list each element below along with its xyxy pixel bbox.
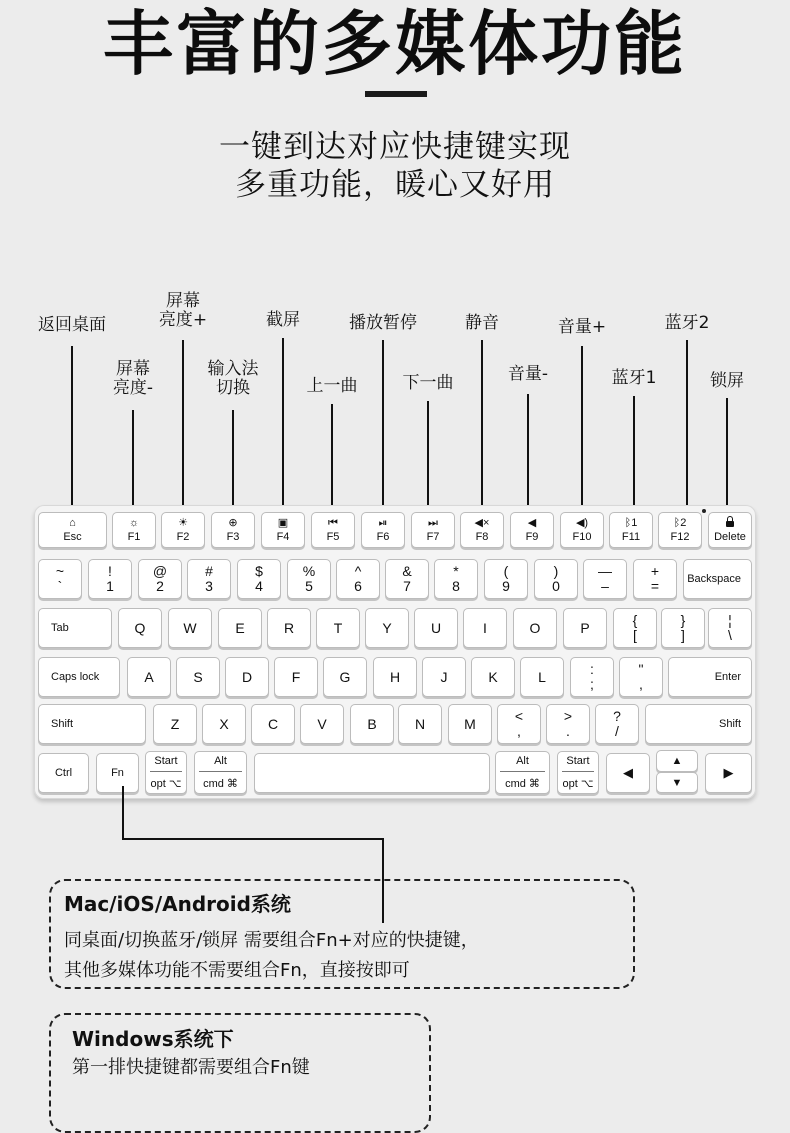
key-base-symbol: , xyxy=(517,723,521,739)
key-label: Q xyxy=(134,620,146,636)
key-label: F9 xyxy=(525,531,539,543)
key-label: K xyxy=(488,669,498,685)
key-label: V xyxy=(317,716,327,732)
key-base-symbol: / xyxy=(615,723,619,739)
key-fn[interactable] xyxy=(96,753,139,793)
key-divider xyxy=(199,771,242,772)
key-label: J xyxy=(440,669,448,685)
key-backtick[interactable] xyxy=(38,559,82,599)
key-y[interactable] xyxy=(365,608,409,648)
key-f10[interactable] xyxy=(560,512,604,548)
key-label: L xyxy=(538,669,546,685)
key-f2[interactable] xyxy=(161,512,205,548)
key-base-symbol: 1 xyxy=(106,578,114,594)
key-m[interactable] xyxy=(448,704,492,744)
key-bracket-1[interactable] xyxy=(661,608,705,648)
callout-play-pause: 播放暂停 xyxy=(349,313,417,333)
key-label: Shift xyxy=(51,718,74,730)
key-shift-symbol: ¦ xyxy=(728,612,732,628)
key-a[interactable] xyxy=(127,657,171,697)
key-base-symbol: 7 xyxy=(403,578,411,594)
key-6[interactable] xyxy=(336,559,380,599)
key-delete[interactable] xyxy=(708,512,752,548)
fn-connector-line xyxy=(122,786,124,839)
lock-icon xyxy=(709,518,751,529)
volume-up-icon: ◀) xyxy=(575,517,589,529)
key-label: B xyxy=(367,716,377,732)
key-shift-symbol: ~ xyxy=(55,563,65,579)
key-shift-symbol: + xyxy=(650,563,660,579)
key-esc[interactable] xyxy=(38,512,107,548)
key-label: Ctrl xyxy=(54,767,73,779)
key-label: F5 xyxy=(326,531,340,543)
key-label: F1 xyxy=(127,531,141,543)
key-f12[interactable] xyxy=(658,512,702,548)
key-q[interactable] xyxy=(118,608,162,648)
key-u[interactable] xyxy=(414,608,458,648)
key-r[interactable] xyxy=(267,608,311,648)
key-shift-symbol: ! xyxy=(108,563,112,579)
key-f9[interactable] xyxy=(510,512,554,548)
key-shift-symbol: > xyxy=(563,708,573,724)
key-base-symbol: ; xyxy=(590,676,594,692)
key-punct-0[interactable] xyxy=(570,657,614,697)
key-label: F4 xyxy=(276,531,290,543)
key-base-symbol: 9 xyxy=(502,578,510,594)
callout-mute: 静音 xyxy=(465,313,499,333)
key-h[interactable] xyxy=(373,657,417,697)
key-shift-left[interactable] xyxy=(38,704,146,744)
key-shift-symbol: } xyxy=(680,612,686,628)
key-top-label: Alt xyxy=(214,755,227,767)
volume-down-icon: ◀ xyxy=(527,517,537,529)
key-base-symbol: ` xyxy=(57,578,63,594)
key-space[interactable] xyxy=(254,753,490,793)
key-f5[interactable] xyxy=(311,512,355,548)
bluetooth-1-icon: ᛒ1 xyxy=(624,517,638,529)
key-bottom-label: opt ⌥ xyxy=(562,778,594,790)
callout-leader-line xyxy=(686,340,688,508)
indicator-light xyxy=(702,509,706,513)
key-c[interactable] xyxy=(251,704,295,744)
previous-track-icon: ⏮ xyxy=(328,517,338,529)
key-b[interactable] xyxy=(350,704,394,744)
key-tab[interactable] xyxy=(38,608,112,648)
key-1[interactable] xyxy=(88,559,132,599)
mute-icon: ◀× xyxy=(474,517,490,529)
key-base-symbol: = xyxy=(650,578,660,594)
key-f1[interactable] xyxy=(112,512,156,548)
key-label: N xyxy=(414,716,426,732)
key-label: F xyxy=(291,669,301,685)
key-base-symbol: \ xyxy=(728,627,732,643)
key-base-symbol: 8 xyxy=(452,578,460,594)
key-shift-symbol: & xyxy=(402,563,412,579)
key-i[interactable] xyxy=(463,608,507,648)
key-label: F3 xyxy=(226,531,240,543)
key-shift-symbol: $ xyxy=(255,563,263,579)
key-shift-symbol: " xyxy=(638,661,644,677)
callout-leader-line xyxy=(232,410,234,508)
windows-box-line-1: 第一排快捷键都需要组合Fn键 xyxy=(72,1057,310,1078)
callout-lock: 锁屏 xyxy=(710,371,744,391)
key-9[interactable] xyxy=(484,559,528,599)
key-v[interactable] xyxy=(300,704,344,744)
key-shift-symbol: ? xyxy=(613,708,621,724)
key-bottom-label: opt ⌥ xyxy=(150,778,182,790)
key-shift-symbol: < xyxy=(514,708,524,724)
arrow-down-icon: ▼ xyxy=(671,776,683,789)
callout-leader-line xyxy=(527,394,529,508)
key-enter[interactable] xyxy=(668,657,752,697)
callout-next: 下一曲 xyxy=(402,373,454,393)
key-label: W xyxy=(183,620,197,636)
home-icon: ⌂ xyxy=(69,517,76,529)
key-caps-lock[interactable] xyxy=(38,657,120,697)
key-j[interactable] xyxy=(422,657,466,697)
key-start-left[interactable] xyxy=(145,751,187,794)
key-base-symbol: ] xyxy=(681,627,685,643)
key-shift-symbol: @ xyxy=(152,563,168,579)
key-label: Backspace xyxy=(687,573,741,585)
callout-prev: 上一曲 xyxy=(306,376,358,396)
key-label: F7 xyxy=(426,531,440,543)
key-arrow-up[interactable] xyxy=(656,750,698,772)
key-label: F8 xyxy=(475,531,489,543)
screenshot-icon: ▣ xyxy=(277,517,289,529)
mac-box-title: Mac/iOS/Android系统 xyxy=(64,892,291,916)
key-base-symbol: 0 xyxy=(552,578,560,594)
key-o[interactable] xyxy=(513,608,557,648)
key-bracket-0[interactable] xyxy=(613,608,657,648)
key-label: Esc xyxy=(63,531,82,543)
key-d[interactable] xyxy=(225,657,269,697)
key-arrow-down[interactable] xyxy=(656,772,698,793)
key-label: F11 xyxy=(621,531,641,543)
key-ctrl[interactable] xyxy=(38,753,89,793)
key-=[interactable] xyxy=(633,559,677,599)
key-shift-symbol: { xyxy=(632,612,638,628)
key-divider xyxy=(150,771,182,772)
key-k[interactable] xyxy=(471,657,515,697)
key-shift-right[interactable] xyxy=(645,704,752,744)
callout-screenshot: 截屏 xyxy=(266,310,300,330)
key-label: S xyxy=(193,669,203,685)
play-pause-icon: ⏯ xyxy=(378,517,388,529)
key-f8[interactable] xyxy=(460,512,504,548)
key-label: H xyxy=(389,669,401,685)
key-label: G xyxy=(339,669,351,685)
key-8[interactable] xyxy=(434,559,478,599)
key-label: P xyxy=(580,620,590,636)
key-label: D xyxy=(241,669,253,685)
key-label: R xyxy=(283,620,295,636)
key-top-label: Alt xyxy=(516,755,529,767)
key-angle-2[interactable] xyxy=(595,704,639,744)
key-f7[interactable] xyxy=(411,512,455,548)
fn-connector-line xyxy=(122,838,383,840)
callout-leader-line xyxy=(282,338,284,508)
callout-leader-line xyxy=(382,340,384,508)
key-base-symbol: . xyxy=(566,723,570,739)
callout-leader-line xyxy=(581,346,583,508)
key-label: M xyxy=(464,716,476,732)
key-label: F6 xyxy=(376,531,390,543)
brightness-down-icon: ☼ xyxy=(128,517,140,529)
key-t[interactable] xyxy=(316,608,360,648)
key-label: Fn xyxy=(111,767,124,779)
key-label: Delete xyxy=(714,531,746,543)
callout-leader-line xyxy=(633,396,635,508)
key-top-label: Start xyxy=(154,755,178,767)
callout-bt1: 蓝牙1 xyxy=(611,368,657,388)
arrow-up-icon: ▲ xyxy=(671,755,683,767)
key-top-label: Start xyxy=(566,755,590,767)
key-bracket-2[interactable] xyxy=(708,608,752,648)
bluetooth-2-icon: ᛒ2 xyxy=(673,517,687,529)
brightness-up-icon: ☀ xyxy=(178,517,188,529)
mac-box-line-2: 其他多媒体功能不需要组合Fn，直接按即可 xyxy=(64,960,410,981)
key-–[interactable] xyxy=(583,559,627,599)
key-base-symbol: 4 xyxy=(255,578,263,594)
key-w[interactable] xyxy=(168,608,212,648)
key-shift-symbol: ^ xyxy=(354,563,362,579)
key-shift-symbol: — xyxy=(598,563,612,579)
key-base-symbol: 2 xyxy=(156,578,164,594)
key-2[interactable] xyxy=(138,559,182,599)
key-label: Z xyxy=(170,716,180,732)
page-title: 丰富的多媒体功能 xyxy=(103,3,687,85)
key-angle-0[interactable] xyxy=(497,704,541,744)
arrow-left-icon: ◀ xyxy=(623,765,633,780)
key-base-symbol: 6 xyxy=(354,578,362,594)
key-alt-right[interactable] xyxy=(495,751,550,794)
key-3[interactable] xyxy=(187,559,231,599)
key-label: O xyxy=(529,620,541,636)
key-bottom-label: cmd ⌘ xyxy=(203,778,238,790)
key-shift-symbol: % xyxy=(302,563,316,579)
callout-leader-line xyxy=(726,398,728,508)
key-shift-symbol: # xyxy=(205,563,213,579)
callout-leader-line xyxy=(331,404,333,508)
key-shift-symbol: ) xyxy=(553,563,559,579)
arrow-right-icon: ▶ xyxy=(723,765,734,780)
key-angle-1[interactable] xyxy=(546,704,590,744)
key-7[interactable] xyxy=(385,559,429,599)
windows-box-title: Windows系统下 xyxy=(72,1027,234,1051)
key-label: F2 xyxy=(176,531,190,543)
key-label: Shift xyxy=(718,718,741,730)
key-f11[interactable] xyxy=(609,512,653,548)
key-z[interactable] xyxy=(153,704,197,744)
title-divider xyxy=(365,91,427,97)
key-alt-left[interactable] xyxy=(194,751,247,794)
callout-input-switch: 输入法 切换 xyxy=(207,359,259,398)
key-divider xyxy=(500,771,545,772)
key-x[interactable] xyxy=(202,704,246,744)
callout-vol-down: 音量- xyxy=(507,364,549,384)
key-shift-symbol: * xyxy=(453,563,459,579)
callout-leader-line xyxy=(481,340,483,508)
callout-leader-line xyxy=(182,340,184,508)
callout-home: 返回桌面 xyxy=(38,315,106,335)
key-base-symbol: , xyxy=(639,676,643,692)
key-label: X xyxy=(219,716,229,732)
key-s[interactable] xyxy=(176,657,220,697)
key-bottom-label: cmd ⌘ xyxy=(505,778,540,790)
callout-leader-line xyxy=(427,401,429,508)
mac-box-line-1: 同桌面/切换蓝牙/锁屏 需要组合Fn+对应的快捷键， xyxy=(64,930,479,951)
key-label: F10 xyxy=(572,531,592,543)
key-e[interactable] xyxy=(218,608,262,648)
key-label: Tab xyxy=(51,622,69,634)
callout-vol-up: 音量+ xyxy=(557,317,607,337)
key-p[interactable] xyxy=(563,608,607,648)
key-f4[interactable] xyxy=(261,512,305,548)
callout-leader-line xyxy=(71,346,73,508)
key-punct-1[interactable] xyxy=(619,657,663,697)
subheading-line-1: 一键到达对应快捷键实现 xyxy=(219,129,571,165)
key-start-right[interactable] xyxy=(557,751,599,794)
next-track-icon: ⏭ xyxy=(428,517,438,529)
key-f6[interactable] xyxy=(361,512,405,548)
key-base-symbol: [ xyxy=(633,627,637,643)
key-l[interactable] xyxy=(520,657,564,697)
key-label: Y xyxy=(382,620,392,636)
key-label: Caps lock xyxy=(51,671,100,683)
key-label: C xyxy=(267,716,279,732)
key-label: U xyxy=(430,620,442,636)
key-f[interactable] xyxy=(274,657,318,697)
key-backspace[interactable] xyxy=(683,559,752,599)
key-label: T xyxy=(333,620,343,636)
key-4[interactable] xyxy=(237,559,281,599)
key-arrow-left[interactable] xyxy=(606,753,650,793)
subheading-line-2: 多重功能，暖心又好用 xyxy=(235,167,555,203)
key-label: I xyxy=(483,620,487,636)
key-base-symbol: – xyxy=(601,578,609,594)
key-base-symbol: 3 xyxy=(205,578,213,594)
key-f3[interactable] xyxy=(211,512,255,548)
globe-icon: ⊕ xyxy=(228,517,238,529)
key-arrow-right[interactable] xyxy=(705,753,752,793)
key-g[interactable] xyxy=(323,657,367,697)
key-divider xyxy=(562,771,594,772)
key-n[interactable] xyxy=(398,704,442,744)
callout-bright-up: 屏幕 亮度+ xyxy=(158,291,208,330)
key-label: Enter xyxy=(714,671,741,683)
callout-bright-down: 屏幕 亮度- xyxy=(112,359,154,398)
key-shift-symbol: ( xyxy=(503,563,509,579)
callout-leader-line xyxy=(132,410,134,508)
callout-bt2: 蓝牙2 xyxy=(664,313,710,333)
key-label: E xyxy=(235,620,245,636)
key-base-symbol: 5 xyxy=(305,578,313,594)
key-label: F12 xyxy=(670,531,690,543)
key-0[interactable] xyxy=(534,559,578,599)
key-5[interactable] xyxy=(287,559,331,599)
key-shift-symbol: : xyxy=(590,661,594,677)
key-label: A xyxy=(144,669,154,685)
